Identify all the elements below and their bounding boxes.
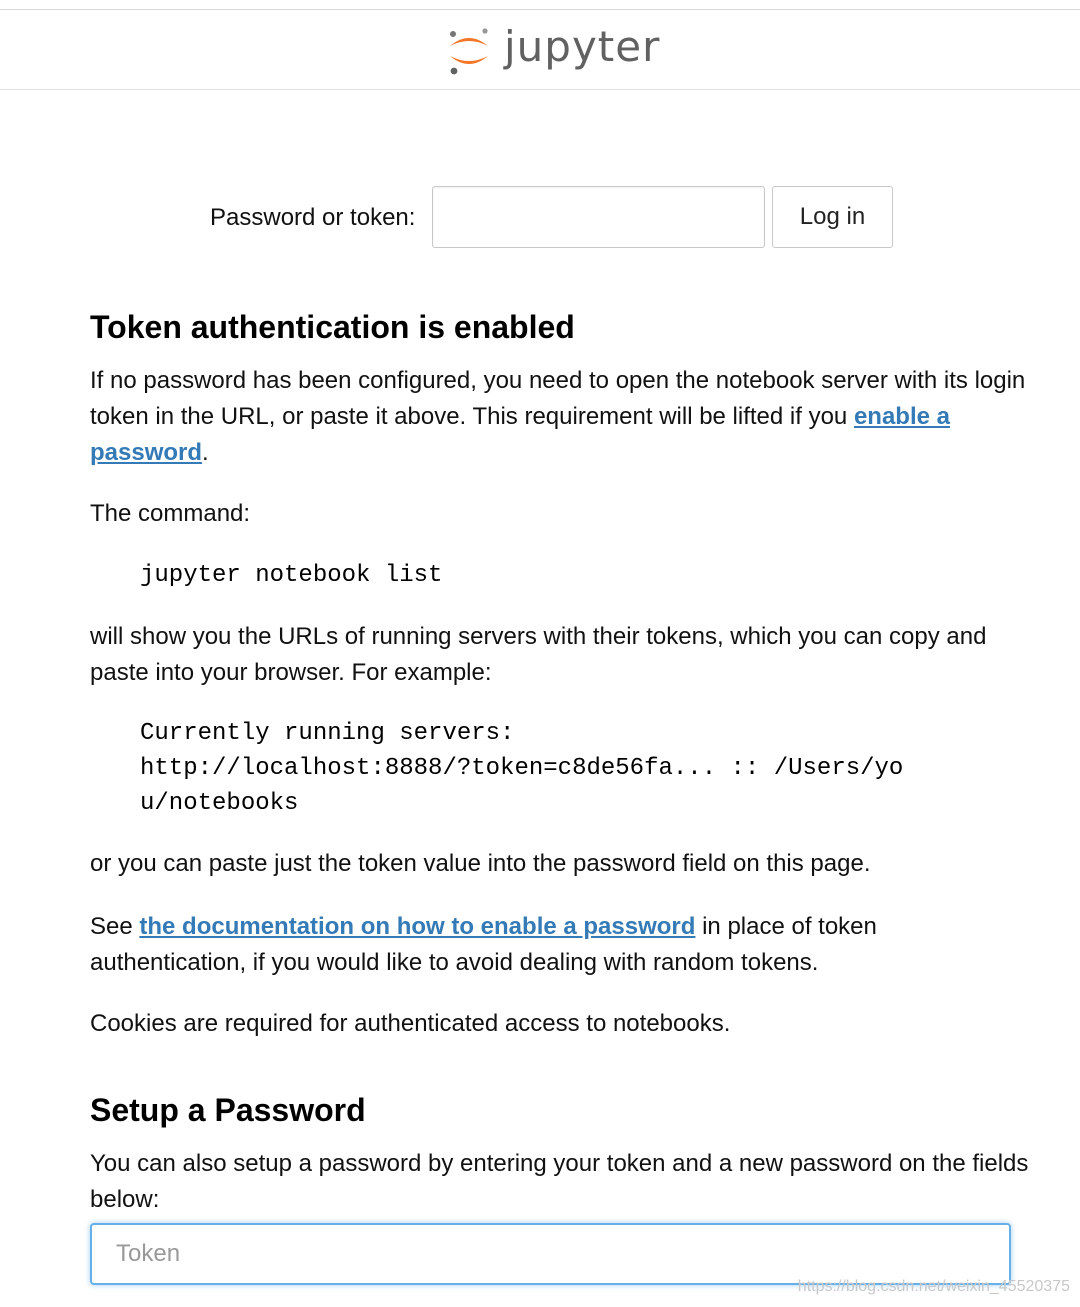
example-code <box>90 716 1030 821</box>
jupyter-logo-icon <box>446 22 492 78</box>
intro-paragraph <box>90 363 1030 471</box>
intro-end: . <box>202 439 209 466</box>
password-label: Password or token: <box>210 204 416 231</box>
see-suffix: in place of token authentication, if you would like to avoid dealing with random tokens. <box>90 913 877 976</box>
login-form <box>0 186 1080 248</box>
cookies-paragraph: Cookies are required for authenticated access to notebooks. <box>90 1010 731 1037</box>
token-input[interactable] <box>90 1223 1011 1285</box>
command-code: jupyter notebook list <box>140 562 443 589</box>
intro-text: If no password has been configured, you need to open the notebook server with its login token in the URL, or paste it above. This requirement will be lifted if you <box>90 367 1026 430</box>
see-prefix: See <box>90 913 140 940</box>
see-paragraph <box>90 909 1030 981</box>
watermark: https://blog.csdn.net/weixin_45520375 <box>797 1278 1070 1295</box>
example-line-3: u/notebooks <box>140 790 299 817</box>
will-show-paragraph: will show you the URLs of running servers with their tokens, which you can copy and paste into your browser. For example: <box>90 623 987 686</box>
documentation-link[interactable]: the documentation on how to enable a password <box>139 913 696 940</box>
setup-paragraph: You can also setup a password by entering your token and a new password on the fields below: <box>90 1150 1029 1213</box>
login-button[interactable]: Log in <box>772 186 893 248</box>
or-paste-paragraph: or you can paste just the token value into the password field on this page. <box>90 850 871 877</box>
main-content <box>90 305 1030 1218</box>
jupyter-logo[interactable] <box>446 20 660 80</box>
top-border <box>0 0 1080 10</box>
enable-password-link[interactable]: enable a password <box>90 403 950 466</box>
token-heading: Token authentication is enabled <box>90 309 575 345</box>
example-line-2: http://localhost:8888/?token=c8de56fa... :: /Users/yo <box>140 755 904 782</box>
header-bar <box>0 10 1080 90</box>
logo-text: jupyter <box>504 22 661 71</box>
example-line-1: Currently running servers: <box>140 720 515 747</box>
command-label: The command: <box>90 500 251 527</box>
setup-heading: Setup a Password <box>90 1092 366 1128</box>
password-input[interactable] <box>432 186 765 248</box>
